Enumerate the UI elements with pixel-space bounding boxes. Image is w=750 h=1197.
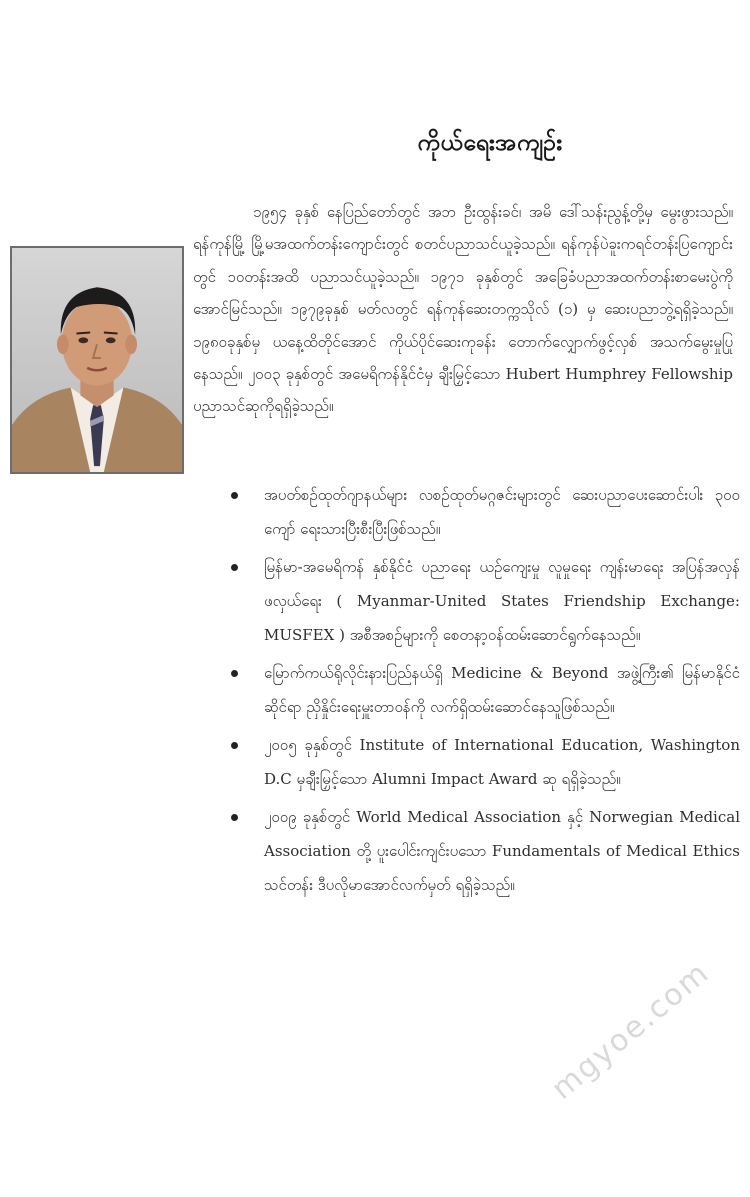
portrait-image	[12, 248, 182, 472]
list-item-text: ၂၀၀၉ ခုနှစ်တွင် World Medical Association နှင့် Norwegian Medical Association တို့ ပူးပေါင်းကျင်းပသော Fundamentals of Medical Ethics သင်တန်း ဒီပလိုမာအောင်လက်မှတ် ရရှိခဲ့သည်။	[264, 808, 740, 894]
bullet-icon	[231, 670, 238, 677]
list-item	[228, 800, 740, 902]
bullet-icon	[231, 564, 238, 571]
watermark: mgyoe.com	[545, 955, 717, 1107]
list-item-text: အပတ်စဉ်ထုတ်ဂျာနယ်များ လစဉ်ထုတ်မဂ္ဂဇင်းများတွင် ဆေးပညာပေးဆောင်းပါး ၃၀၀ ကျော် ရေးသားပြီးစီးပြီးဖြစ်သည်။	[264, 486, 740, 538]
page-title: ကိုယ်ရေးအကျဉ်း	[417, 130, 563, 156]
list-item	[228, 656, 740, 724]
list-item-text: မြောက်ကယ်ရိုလိုင်းနားပြည်နယ်ရှိ Medicine & Beyond အဖွဲ့ကြီး၏ မြန်မာနိုင်ငံဆိုင်ရာ ညှိနှိုင်းရေးမှူးတာဝန်ကို လက်ရှိထမ်းဆောင်နေသူဖြစ်သည်။	[264, 664, 740, 716]
achievement-list	[228, 478, 740, 906]
bullet-icon	[231, 814, 238, 821]
list-item-text: မြန်မာ-အမေရိကန် နှစ်နိုင်ငံ ပညာရေး ယဉ်ကျေးမှု လူမှုရေး ကျန်းမာရေး အပြန်အလှန်ဖလှယ်ရေး ( Myanmar-United States Friendship Exchange: MUSFEX ) အစီအစဉ်များကို စေတနာ့ဝန်ထမ်းဆောင်ရွက်နေသည်။	[264, 558, 740, 644]
list-item	[228, 478, 740, 546]
list-item	[228, 728, 740, 796]
list-item	[228, 550, 740, 652]
intro-paragraph	[193, 196, 733, 423]
bullet-icon	[231, 742, 238, 749]
intro-text: ၁၉၅၄ ခုနှစ် နေပြည်တော်တွင် အဘ ဦးထွန်းခင်၊ အမိ ဒေါ်သန်းညွန့်တို့မှ မွေးဖွားသည်။ ရန်ကုန်မြို့ မြို့မအထက်တန်းကျောင်းတွင် စတင်ပညာသင်ယူခဲ့သည်။ ရန်ကုန်ပဲခူးကရင်တန်းပြကျောင်းတွင် ၁၀တန်းအထိ ပညာသင်ယူခဲ့သည်။ ၁၉၇၁ ခုနှစ်တွင် အခြေခံပညာအထက်တန်းစာမေးပွဲကို အောင်မြင်သည်။ ၁၉၇၉ခုနှစ် မတ်လတွင် ရန်ကုန်ဆေးတက္ကသိုလ် (၁) မှ ဆေးပညာဘွဲ့ရရှိခဲ့သည်။ ၁၉၈၀ခုနှစ်မှ ယနေ့ထိတိုင်အောင် ကိုယ်ပိုင်ဆေးကုခန်း တောက်လျှောက်ဖွင့်လှစ် အသက်မွေးမှုပြုနေသည်။ ၂၀၀၃ ခုနှစ်တွင် အမေရိကန်နိုင်ငံမှ ချီးမြှင့်သော Hubert Humphrey Fellowship ပညာသင်ဆုကိုရရှိခဲ့သည်။	[193, 203, 733, 416]
bullet-icon	[231, 492, 238, 499]
list-item-text: ၂၀၀၅ ခုနှစ်တွင် Institute of International Education, Washington D.C မှချီးမြှင့်သော Alumni Impact Award ဆု ရရှိခဲ့သည်။	[264, 736, 740, 788]
author-photo	[10, 246, 184, 474]
